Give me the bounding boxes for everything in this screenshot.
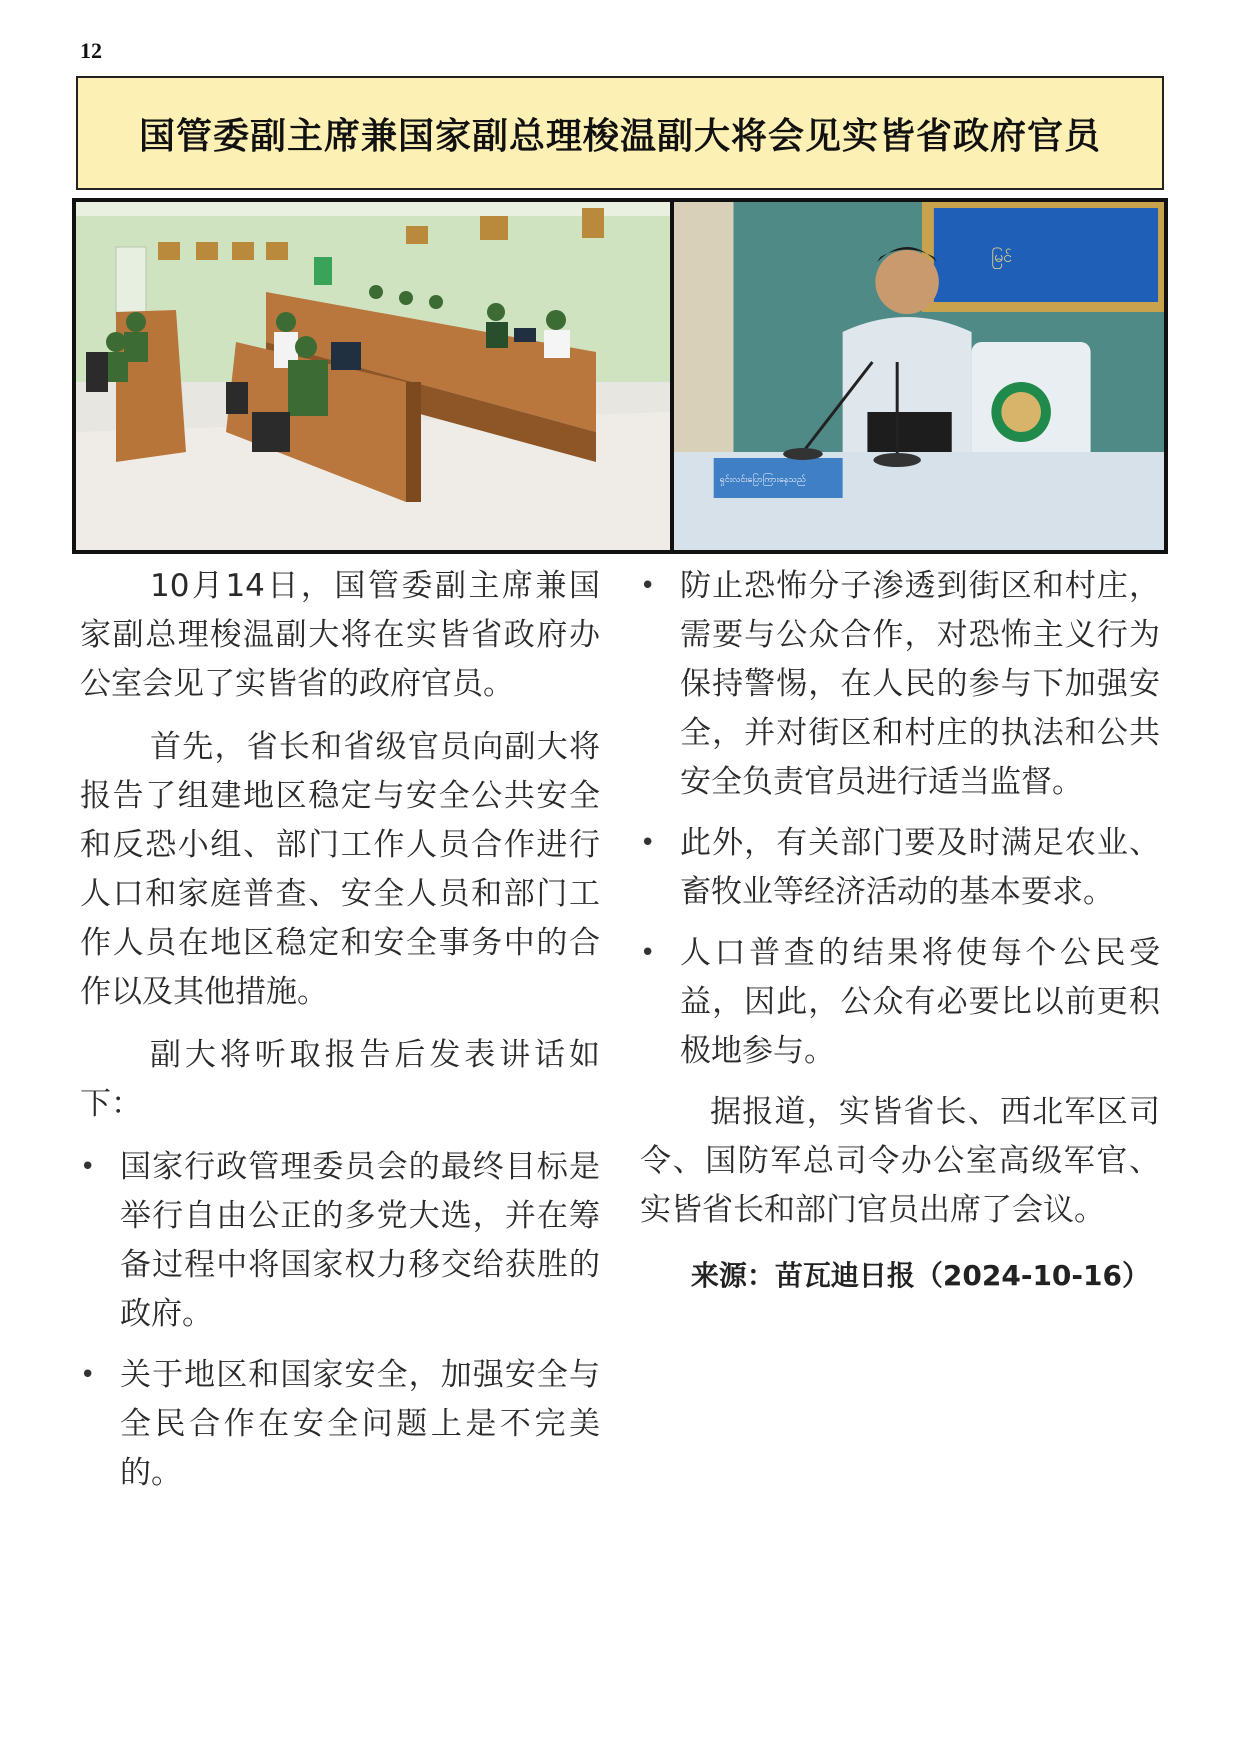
banner-text: မြင် xyxy=(991,246,1012,267)
speaker-illustration xyxy=(674,202,1164,550)
article-title: 国管委副主席兼国家副总理梭温副大将会见实皆省政府官员 xyxy=(138,115,1101,157)
bullet-item: • 防止恐怖分子渗透到街区和村庄，需要与公众合作，对恐怖主义行为保持警惕，在人民的参与下加强安全，并对街区和村庄的执法和公共安全负责官员进行适当监督。 xyxy=(640,562,1160,807)
attendance-paragraph: 据报道，实皆省长、西北军区司令、国防军总司令办公室高级军官、实皆省长和部门官员出席了会议。 xyxy=(640,1094,1160,1228)
bullet-item: • 此外，有关部门要及时满足农业、畜牧业等经济活动的基本要求。 xyxy=(640,819,1160,917)
meeting-room-photo xyxy=(76,202,670,550)
speech-points-right xyxy=(640,562,1160,1076)
speech-intro-paragraph: 副大将听取报告后发表讲话如下： xyxy=(80,1037,600,1122)
name-plate-text: ရှင်းလင်းပြောကြားနေသည် xyxy=(719,474,806,486)
report-paragraph: 首先，省长和省级官员向副大将报告了组建地区稳定与安全公共安全和反恐小组、部门工作人员合作进行人口和家庭普查、安全人员和部门工作人员在地区稳定和安全事务中的合作以及其他措施。 xyxy=(80,729,600,1010)
intro-paragraph: 10月14日，国管委副主席兼国家副总理梭温副大将在实皆省政府办公室会见了实皆省的政府官员。 xyxy=(80,568,600,702)
speech-points-left xyxy=(80,1143,600,1498)
page-number: 12 xyxy=(80,38,102,63)
meeting-room-illustration xyxy=(76,202,670,550)
speaker-photo xyxy=(674,202,1164,550)
bullet-item: • 国家行政管理委员会的最终目标是举行自由公正的多党大选，并在筹备过程中将国家权力移交给获胜的政府。 xyxy=(80,1143,600,1339)
photo-strip xyxy=(72,198,1168,554)
bullet-item: • 关于地区和国家安全，加强安全与全民合作在安全问题上是不完美的。 xyxy=(80,1351,600,1498)
right-column xyxy=(640,562,1160,1300)
bullet-item: • 人口普查的结果将使每个公民受益，因此，公众有必要比以前更积极地参与。 xyxy=(640,929,1160,1076)
left-column xyxy=(80,562,600,1510)
title-banner xyxy=(76,76,1164,190)
source-credit: 来源：苗瓦迪日报（2024-10-16） xyxy=(690,1259,1150,1292)
